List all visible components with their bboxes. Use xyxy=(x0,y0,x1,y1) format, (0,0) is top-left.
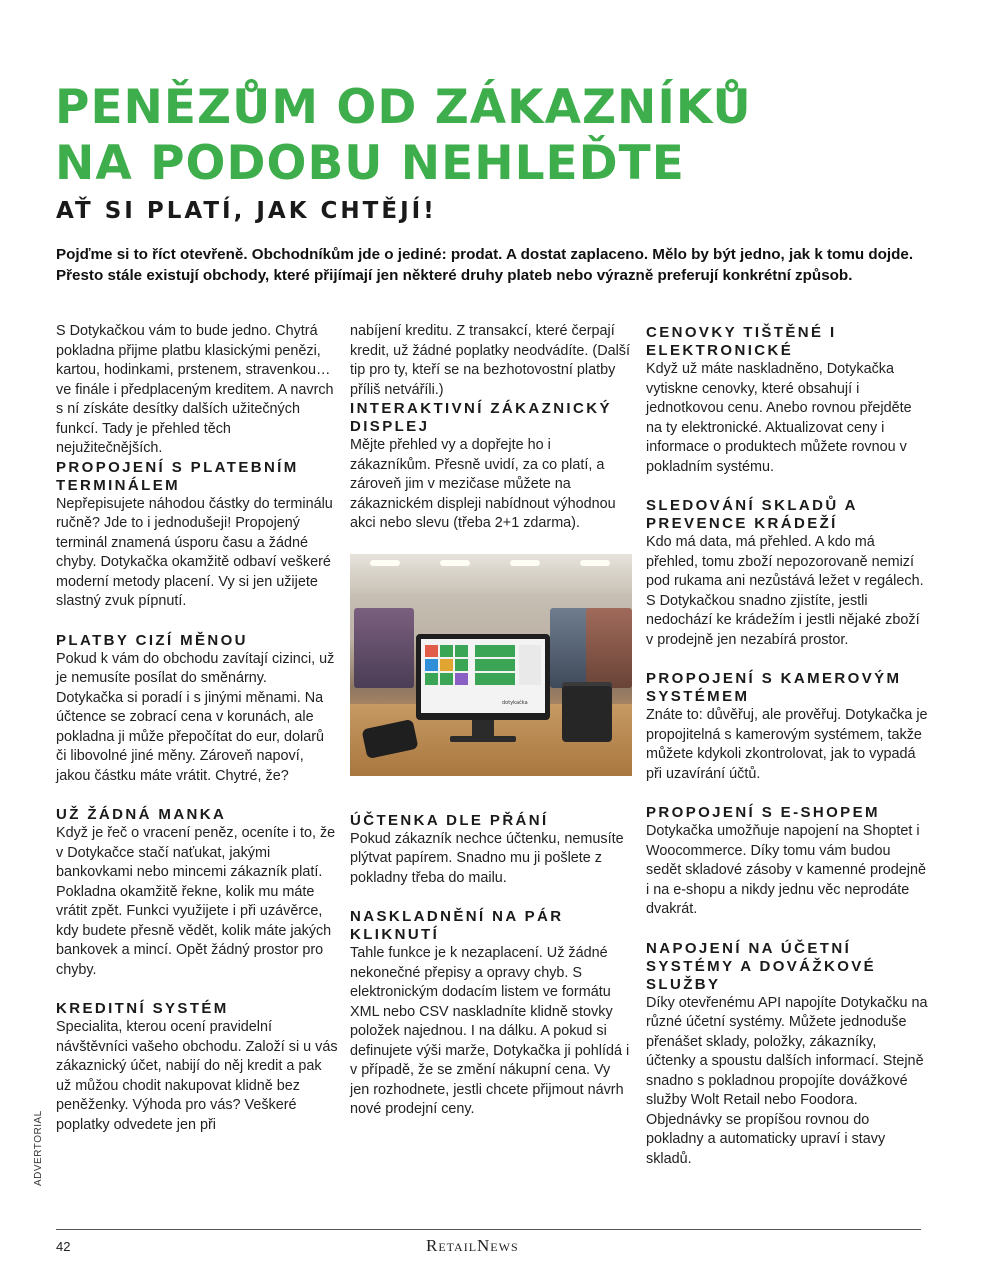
section-text: Kdo má data, má přehled. A kdo má přehled, tomu zboží nepozorovaně nemizí pod rukama ani nezůstává ležet v regálech. S Dotykačkou snadno zjistíte, jestli nedochází ke krádežím i jestli nějaké zboží v prodejně jen nezabírá prostor. xyxy=(646,534,924,648)
screen-tile xyxy=(425,673,438,685)
title-line-2: NA PODOBU NEHLEĎTE xyxy=(55,136,685,191)
ceiling-light xyxy=(370,560,400,566)
screen-tile xyxy=(475,645,515,657)
section-text: Nepřepisujete náhodou částky do terminálu ručně? Jde to i jednodušeji! Propojený terminál znamená úsporu času a žádné chyby. Dotykačka okamžitě odbaví veškeré moderní metody placení. Vy si jen užijete slastný zvuk pípnutí. xyxy=(56,495,333,609)
screen-tile xyxy=(440,659,453,671)
section-foreign-currency xyxy=(56,632,338,787)
section-camera xyxy=(646,670,928,784)
ceiling-light xyxy=(440,560,470,566)
section-text: Pokud zákazník nechce účtenku, nemusíte plýtvat papírem. Snadno mu ji pošlete z pokladny třeba do mailu. xyxy=(350,830,624,886)
screen-receipt xyxy=(519,645,541,685)
section-heading: PROPOJENÍ S E-SHOPEM xyxy=(646,804,880,821)
column-1 xyxy=(56,322,338,1155)
subtitle: AŤ SI PLATÍ, JAK CHTĚJÍ! xyxy=(56,198,437,224)
monitor-base xyxy=(450,736,516,742)
monitor-brand: dotykačka xyxy=(502,699,528,706)
ceiling-light xyxy=(510,560,540,566)
title-line-1: PENĚZŮM OD ZÁKAZNÍKŮ xyxy=(55,80,752,135)
intro-paragraph: S Dotykačkou vám to bude jedno. Chytrá pokladna přijme platbu klasickými penězi, kartou, hodinkami, prstenem, stravenkou… ve finále i předplaceným kreditem. A navrch s ní získáte desítky dalších užitečných funkcí. Tady je přehled těch nejužitečnějších. xyxy=(56,323,334,456)
screen-tile xyxy=(425,645,438,657)
section-customer-display xyxy=(350,400,632,534)
section-heading: INTERAKTIVNÍ ZÁKAZNICKÝ DISPLEJ xyxy=(350,400,612,435)
section-text: Když už máte naskladněno, Dotykačka vytiskne cenovky, které obsahují i jednotkovou cenu. Anebo rovnou přejděte na ty elektronické. Aktualizovat ceny i informace o produktech můžete rovnou v pokladním systému. xyxy=(646,361,912,475)
section-text: Když je řeč o vracení peněz, oceníte i to, že v Dotykačce stačí naťukat, jakými bankovkami nebo mincemi zákazník platí. Pokladna okamžitě řekne, kolik mu máte vrátit zpět. Funkci využijete i při uzávěrce, kdy budete přesně vědět, kolik máte jakých bankovek a mincí. Opět žádný prostor pro chyby. xyxy=(56,825,336,978)
magazine-logo: RetailNews xyxy=(426,1236,519,1255)
column-3 xyxy=(646,324,928,1189)
section-heading: PLATBY CIZÍ MĚNOU xyxy=(56,631,248,649)
monitor-stand xyxy=(472,720,494,738)
screen-tile xyxy=(455,673,468,685)
screen-tile xyxy=(425,659,438,671)
section-heading: NAPOJENÍ NA ÚČETNÍ SYSTÉMY A DOVÁŽKOVÉ SLUŽBY xyxy=(646,939,877,993)
screen-tile xyxy=(455,659,468,671)
lead-paragraph: Pojďme si to říct otevřeně. Obchodníkům jde o jediné: prodat. A dostat zaplaceno. Mělo by být jedno, jak k tomu dojde. Přesto stále existují obchody, které přijímají jen některé druhy plateb nebo výrazně preferují konkrétní způsob. xyxy=(56,246,914,284)
pos-monitor xyxy=(416,634,550,720)
section-heading: UŽ ŽÁDNÁ MANKA xyxy=(56,806,227,823)
section-heading: PROPOJENÍ S KAMEROVÝM SYSTÉMEM xyxy=(646,670,902,705)
screen-tile xyxy=(475,673,515,685)
section-text: Dotykačka umožňuje napojení na Shoptet i Woocommerce. Díky tomu vám budou sedět skladové zásoby v kamenné prodejně i na e-shopu a nikdy jednu věc neprodáte dvakrát. xyxy=(646,823,926,917)
section-accounting xyxy=(646,940,928,1170)
continuation-paragraph: nabíjení kreditu. Z transakcí, které čerpají kredit, už žádné poplatky neodvádíte. (Další tip pro ty, kteří se na bezhotovostní platby příliš netváříli.) xyxy=(350,323,630,398)
section-heading: CENOVKY TIŠTĚNÉ I ELEKTRONICKÉ xyxy=(646,324,837,359)
section-stocking xyxy=(350,908,632,1120)
receipt-printer xyxy=(562,686,612,742)
section-heading: KREDITNÍ SYSTÉM xyxy=(56,1000,229,1017)
pos-photo xyxy=(350,554,632,776)
section-receipt xyxy=(350,812,632,889)
screen-tile xyxy=(440,673,453,685)
section-heading: NASKLADNĚNÍ NA PÁR KLIKNUTÍ xyxy=(350,908,564,943)
section-text: Díky otevřenému API napojíte Dotykačku na různé účetní systémy. Můžete jednoduše přenášet sklady, položky, zákazníky, účtenky a spoustu dalších informací. Stejně snadno s pokladnou propojíte dovážkové služby Wolt Retail nebo Foodora. Objednávky se propíšou rovnou do pokladny a automaticky upraví i stavy skladů. xyxy=(646,994,928,1167)
advertorial-label: ADVERTORIAL xyxy=(33,1110,44,1186)
section-text: Specialita, kterou ocení pravidelní návštěvníci vašeho obchodu. Založí si u vás zákaznický účet, nabijí do něj kredit a pak už můžou chodit nakupovat klidně bez peněženky. Výhoda pro vás? Veškeré poplatky odvedete jen při xyxy=(56,1019,338,1133)
section-heading: SLEDOVÁNÍ SKLADŮ A PREVENCE KRÁDEŽÍ xyxy=(646,497,858,532)
section-text: Znáte to: důvěřuj, ale prověřuj. Dotykačka je propojitelná s kamerovým systémem, takže můžete kdykoli zkontrolovat, jak to vypadá při uzavírání účtů. xyxy=(646,707,928,782)
footer-rule xyxy=(56,1229,921,1230)
section-no-shortfalls xyxy=(56,806,338,980)
section-heading: PROPOJENÍ S PLATEBNÍM TERMINÁLEM xyxy=(56,458,299,494)
ceiling-light xyxy=(580,560,610,566)
section-credit-system xyxy=(56,1000,338,1135)
page-title xyxy=(55,80,955,192)
section-heading: ÚČTENKA DLE PŘÁNÍ xyxy=(350,811,549,829)
screen-tile xyxy=(475,659,515,671)
clothing-rack xyxy=(354,608,414,688)
section-text: Tahle funkce je k nezaplacení. Už žádné nekonečné přepisy a opravy chyb. S elektronickým dodacím listem ve formátu XML nebo CSV naskladníte klidně stovky položek najednou. I na dálku. A pokud si definujete výši marže, Dotykačka ji pohlídá i v případě, že se změní nákupní cena. Vy jen rozhodnete, jestli chcete přijmout návrh nové prodejní ceny. xyxy=(350,945,630,1117)
page-number: 42 xyxy=(56,1239,71,1254)
section-eshop xyxy=(646,804,928,920)
section-terminal xyxy=(56,459,338,612)
section-price-tags xyxy=(646,324,928,477)
section-text: Mějte přehled vy a dopřejte ho i zákazníkům. Přesně uvidí, za co platí, a zároveň jim v mezičase můžete na zákaznickém displeji nabídnout výhodnou akci nebo slevu (třeba 2+1 zdarma). xyxy=(350,437,616,531)
screen-tile xyxy=(440,645,453,657)
screen-tile xyxy=(455,645,468,657)
section-stock-tracking xyxy=(646,497,928,650)
section-text: Pokud k vám do obchodu zavítají cizinci, už je nemusíte posílat do směnárny. Dotykačka si poradí i s jinými měnami. Na účtence se zobrací cena v korunách, ale pokladna ji může přepočítat do eur, dolarů či libovolné jiné měny. Zároveň napoví, jakou částku máte vrátit. Chytré, že? xyxy=(56,650,335,784)
clothing-rack xyxy=(586,608,632,688)
column-2 xyxy=(350,322,632,1140)
